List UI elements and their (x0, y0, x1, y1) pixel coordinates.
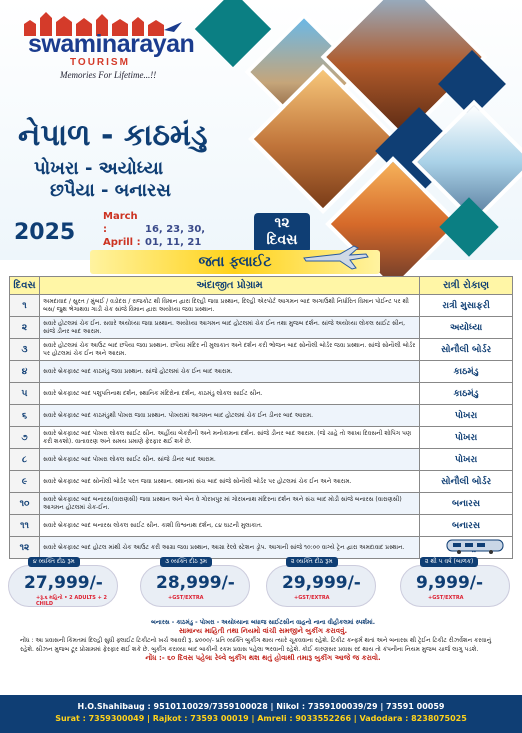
itinerary-day: ૪ (10, 361, 40, 383)
itinerary-program: સવારે બ્રેકફાસ્ટ બાદ સોનૌલી બોર્ડર પરત જવા પ્રસ્થાન. સ્થાનમાં સંચ બાદ સાંજે સોનૌલી બોર્ડર પર હોટલમાં ચેક ઈન અને આરામ. (39, 471, 419, 493)
table-row (10, 361, 513, 383)
itinerary-night-stay: સોનૌલી બોર્ડર (420, 471, 513, 493)
itinerary-program: સવારે બ્રેકફાસ્ટ બાદ હોટલ માંથી ચેક આઉટ કરી આગ્રા જવા પ્રસ્થાન, આગ્રા રેલ્વે સ્ટેશન ડ્રોપ. આગાની સાંજે ૧૦:૦૦ વાગ્યે ટ્રેન દ્વારા અમદાવાદ પ્રસ્થાન. (39, 537, 419, 559)
itinerary-program: સવારે હોટલમાં ચેક આઉટ બાદ છપૈયા જવા પ્રસ્થાન. છપૈયા મંદિર ની મુલાકાત અને દર્શન કરી ભોજન બાદ સોનૌલી બોર્ડર જવા પ્રસ્થાન. સાંજે સોનૌલી બોર્ડર પર હોટલમાં ચેક ઈન અને આરામ. (39, 339, 419, 361)
table-row (10, 295, 513, 317)
table-row (10, 515, 513, 537)
date-month: Aprill : (103, 237, 141, 248)
contact-line-2: Surat : 7359300049 | Rajkot : 73593 00019 | Amreli : 9033552266 | Vadodara : 8238075025 (55, 714, 467, 723)
price-note: +GST/EXTRA (168, 595, 204, 601)
brand-sub: TOURISM (70, 57, 130, 68)
table-row (10, 493, 513, 515)
itinerary-program: સવારે બ્રેકફાસ્ટ બાદ પશુપતિનાથ દર્શન, સ્થાનિક મંદિરોના દર્શન, કાઠમંડુ લોકલ સાઈટ સીન. (39, 383, 419, 405)
itinerary-program: સવારે બ્રેકફાસ્ટ બાદ કાઠમંડુથી પોખરા જવા પ્રસ્થાન. પોખરામાં આગમન બાદ હોટલમાં ચેક ઈન ડીનર બાદ આરામ. (39, 405, 419, 427)
itinerary-night-stay: કાઠમંડુ (420, 361, 513, 383)
col-night: રાત્રી રોકાણ (420, 277, 513, 295)
table-row (10, 471, 513, 493)
itinerary-day: ૬ (10, 405, 40, 427)
price-note: +રૂ.૬ મહિનો • 2 ADULTS + 2 CHILD (36, 595, 107, 607)
itinerary-table (9, 276, 513, 559)
table-row (10, 317, 513, 339)
date-days: 01, 11, 21 (145, 237, 202, 248)
table-row (10, 339, 513, 361)
itinerary-night-stay: બનારસ (420, 493, 513, 515)
price-card (400, 557, 510, 613)
price-amount: 27,999/- (24, 573, 103, 593)
price-tag: ૨ થી ૫ વર્ષ (બાળક) (420, 557, 478, 567)
itinerary-night-stay: રાત્રી મુસાફરી (420, 295, 513, 317)
itinerary-day: ૧૨ (10, 537, 40, 559)
itinerary-program: સવારે બ્રેકફાસ્ટ બાદ બનારસ લોકલ સાઈટ સીન. કાશી વિશ્વનાથ દર્શન, ૮૪ ઘાટની મુલાકાત. (39, 515, 419, 537)
table-row (10, 427, 513, 449)
table-row (10, 449, 513, 471)
itinerary-night-stay: પોખરા (420, 449, 513, 471)
price-amount: 28,999/- (156, 573, 235, 593)
price-amount: 29,999/- (282, 573, 361, 593)
itinerary-day: ૧ (10, 295, 40, 317)
notes-section (20, 618, 506, 663)
notes-headline: સામાન્ય માહિતી તથા નિયમો વાંચી સમજીને બુકીંગ કરાવવું. (178, 627, 348, 635)
itinerary-day: ૧૧ (10, 515, 40, 537)
price-card (140, 557, 250, 613)
itinerary-program: સવારે બ્રેકફાસ્ટ બાદ પોખરા લોકલ સાઈટ સીન. અહીંયા બેકરીની અને મનોકામના દર્શન. સાંજે ડીનર બાદ આરામ. (જે ચાહે તો આખા દિવસની શોપિંગ પણ કરી શકશો). વાતાવરણ અને સમય પ્રમાણે ફેરફાર થઈ શકે છે. (39, 427, 419, 449)
table-header (10, 277, 513, 295)
itinerary-day: ૮ (10, 449, 40, 471)
contact-footer (0, 695, 522, 733)
itinerary-night-stay: સોનૌલી બોર્ડર (420, 339, 513, 361)
tour-year: 2025 (14, 220, 76, 245)
price-tag: ૪ વ્યક્તિ દીઠ રૂમ (28, 557, 80, 567)
price-note: +GST/EXTRA (428, 595, 464, 601)
itinerary-day: ૨ (10, 317, 40, 339)
itinerary-night-stay: પોખરા (420, 405, 513, 427)
days-count: ૧૨ (274, 215, 290, 231)
tour-subtitle-2: છપૈયા - બનારસ (50, 180, 171, 201)
itinerary-program: સવારે બ્રેકફાસ્ટ બાદ પોખરા લોકલ સાઈટ સીન. સાંજે ડીનર બાદ આરામ. (39, 449, 419, 471)
itinerary-day: ૭ (10, 427, 40, 449)
itinerary-day: ૩ (10, 339, 40, 361)
table-row (10, 405, 513, 427)
price-tag: ૩ વ્યક્તિ દીઠ રૂમ (160, 557, 212, 567)
itinerary-night-stay: અયોધ્યા (420, 317, 513, 339)
itinerary-night-stay: બનારસ (420, 515, 513, 537)
booking-note: નોંધ :- ૬૦ દિવસ પહેલા રેલ્વે બુકીંગ થશ થતું હોવાથી તમારૂ બુકીંગ આજે જ કરાવો. (145, 654, 381, 662)
itinerary-night-stay: કાઠમંડુ (420, 383, 513, 405)
contact-line-1: H.O.Shahibaug : 9510110029/7359100028 | Nikol : 7359100039/29 | 73591 00059 (77, 702, 445, 711)
col-day: દિવસ (10, 277, 40, 295)
itinerary-day: ૧૦ (10, 493, 40, 515)
price-card (266, 557, 376, 613)
itinerary-day: ૫ (10, 383, 40, 405)
tour-subtitle-1: પોખરા - અયોધ્યા (34, 158, 164, 179)
brand-tagline: Memories For Lifetime...!! (60, 70, 157, 80)
price-amount: 9,999/- (416, 573, 484, 593)
route-note: બનારસ - કાઠમંડુ - પોખરા - અયોધ્યાના બધાજ સાઈટસીન વાહનો નાના વીહીકલમાં સ્પર્શમાં. (150, 619, 376, 626)
price-note: +GST/EXTRA (294, 595, 330, 601)
tour-title: નેપાળ - કાઠમંડુ (18, 118, 208, 153)
date-days: 16, 23, 30, (145, 224, 206, 235)
itinerary-program: સવારે હોટલમાં ચેક ઈન. સવારે અયોધ્યા જવા પ્રસ્થાન. અયોધ્યા આગમન બાદ હોટલમાં ચેક ઈન તથા મુજબ દર્શન. સાંજે અયોધ્યા લોકલ સાઈટ સીન, સાંજે ડીનર બાદ આરામ. (39, 317, 419, 339)
itinerary-night-stay: પોખરા (420, 427, 513, 449)
table-row (10, 383, 513, 405)
table-row (10, 537, 513, 559)
flight-banner: જતા ફ્લાઈટ (90, 250, 380, 274)
airplane-icon (300, 242, 370, 272)
itinerary-program: સવારે બ્રેકફાસ્ટ બાદ બનારસ(વારાણસી) જવા પ્રસ્થાન અને બેન વે ગોરખપુર માં ગોરખનાથ મંદિરના દર્શન અને સંચ બાદ મોડી સાંજે બનારસ (વારાણસી) આગમન હોટલમાં ચેક-ઈન. (39, 493, 419, 515)
col-program: અંદાજીત પ્રોગ્રામ (39, 277, 419, 295)
itinerary-day: ૯ (10, 471, 40, 493)
price-card (8, 557, 118, 613)
train-icon (445, 535, 510, 555)
itinerary-program: સવારે બ્રેકફાસ્ટ બાદ કાઠમંડુ જવા પ્રસ્થાન. સાંજે હોટલમાં ચેક ઈન બાદ આરામ. (39, 361, 419, 383)
price-tag: ૨ વ્યક્તિ દીઠ રૂમ (286, 557, 338, 567)
brand-name: swaminarayan (28, 30, 195, 58)
date-month: March : (103, 211, 138, 235)
itinerary-program: અમદાવાદ / સુરત / મુંબઈ / વડોદરા / રાજકોટ થી વિમાન દ્વારા દિલ્હી જવા પ્રસ્થાન, દિલ્હી એરપોર્ટ આગમન બાદ અગાઉથી નિર્ધારિત વિમાન પોઈન્ટ પર થી બસ/ જુથ ભેગાથવા ગાડી ચેક સાંજે વિમાન દ્વારા અયોધ્યા જવા પ્રસ્થાન. (39, 295, 419, 317)
notes-body: નોંધ : આ પ્રવાસની કિંમતમાં દિલ્હી સુધી ફ્લાઈટ ટિકીટનો ખર્ચ આવરી રૂ. ૪૦૦૦/- પ્રતિ વ્યક્તિ બુકીંગ થાય ત્યારે ચૂકવવાના રહેશે. ટિકીટ કન્ફર્મ થતાં અને બનારસ થી ટ્રેઈન ટિકીટ રીઝર્વેશન કરવાનું રહેશે. સીઝન મુજબ ટૂર પ્રોગ્રામમાં ફેરફાર થઈ શકે છે. બુકીંગ કરાવ્યા બાદ બાકીની રકમ પ્રવાસ પહેલા ભરવાની રહેશે. કોઈ કારણસર પ્રવાસ રદ થાય તો કંપનીના નિયમ મુજબ ચાર્જ લાગુ પડશે. (20, 637, 492, 653)
pricing-section (0, 557, 522, 619)
days-label: દિવસ (266, 232, 298, 248)
